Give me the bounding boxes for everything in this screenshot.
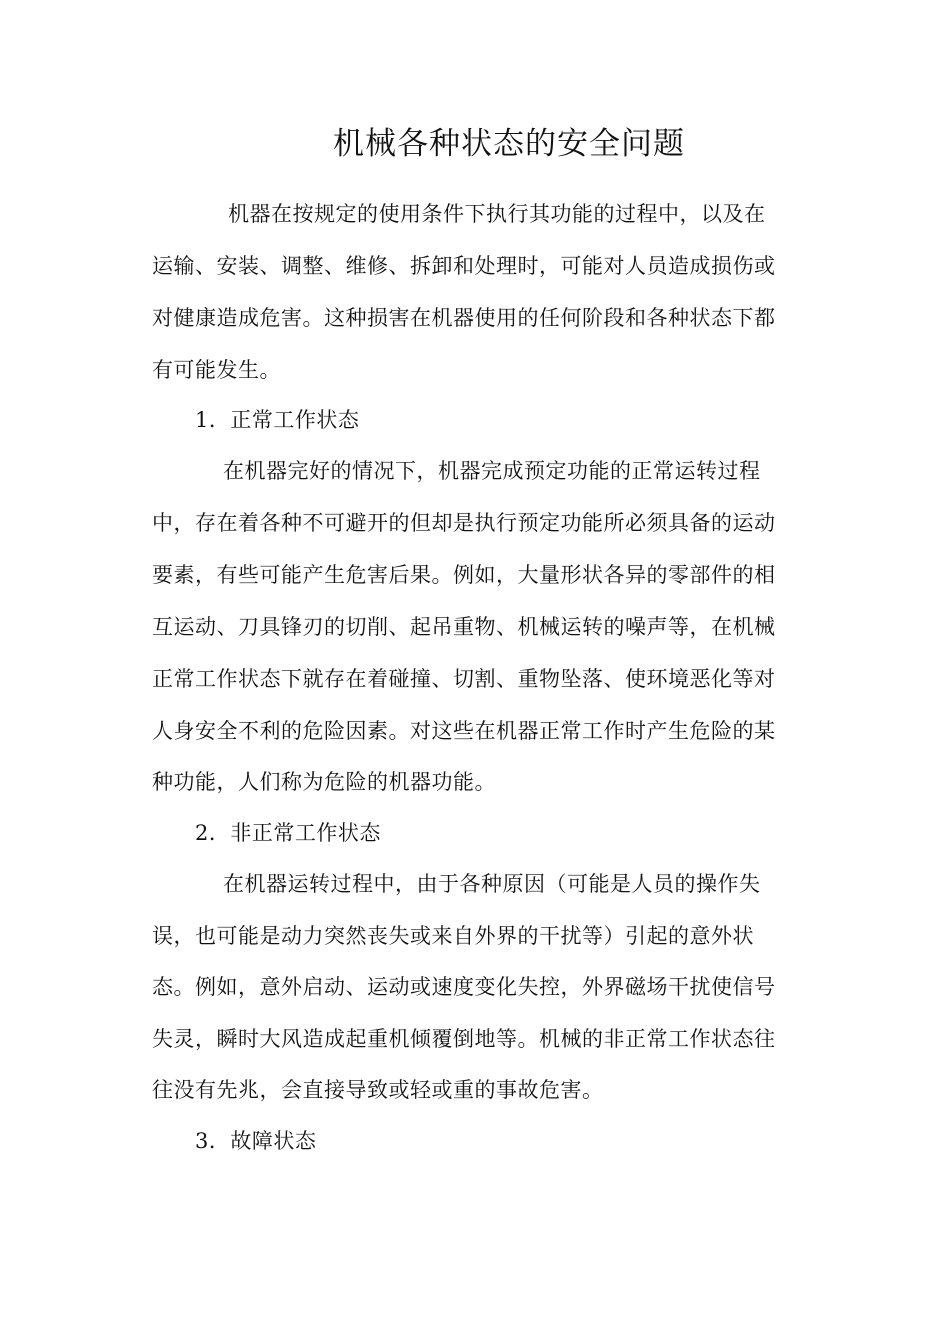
section-1-heading: 1．正常工作状态 <box>195 408 360 432</box>
document-title: 机械各种状态的安全问题 <box>333 126 685 162</box>
section-2-heading: 2．非正常工作状态 <box>195 821 381 845</box>
intro-line-2: 运输、安装、调整、维修、拆卸和处理时，可能对人员造成损伤或 <box>152 254 776 278</box>
intro-line-4: 有可能发生。 <box>152 358 281 382</box>
intro-line-3: 对健康造成危害。这种损害在机器使用的任何阶段和各种状态下都 <box>152 306 776 330</box>
section-2-line-3: 态。例如，意外启动、运动或速度变化失控，外界磁场干扰使信号 <box>152 975 776 999</box>
section-2-line-1: 在机器运转过程中，由于各种原因（可能是人员的操作失 <box>223 872 761 896</box>
section-1-line-6: 人身安全不利的危险因素。对这些在机器正常工作时产生危险的某 <box>152 719 776 743</box>
section-1-line-4: 互运动、刀具锋刃的切削、起吊重物、机械运转的噪声等，在机械 <box>152 615 776 639</box>
section-1-line-5: 正常工作状态下就存在着碰撞、切割、重物坠落、使环境恶化等对 <box>152 667 776 691</box>
section-2-line-2: 误，也可能是动力突然丧失或来自外界的干扰等）引起的意外状 <box>152 924 754 948</box>
section-2-line-4: 失灵，瞬时大风造成起重机倾覆倒地等。机械的非正常工作状态往 <box>152 1027 776 1051</box>
section-1-line-2: 中，存在着各种不可避开的但却是执行预定功能所必须具备的运动 <box>152 511 776 535</box>
section-1-line-1: 在机器完好的情况下，机器完成预定功能的正常运转过程 <box>223 459 761 483</box>
section-1-line-7: 种功能，人们称为危险的机器功能。 <box>152 770 496 794</box>
section-3-heading: 3．故障状态 <box>195 1129 317 1153</box>
section-2-line-5: 往没有先兆，会直接导致或轻或重的事故危害。 <box>152 1078 604 1102</box>
section-1-line-3: 要素，有些可能产生危害后果。例如，大量形状各异的零部件的相 <box>152 563 776 587</box>
intro-line-1: 机器在按规定的使用条件下执行其功能的过程中，以及在 <box>228 202 766 226</box>
